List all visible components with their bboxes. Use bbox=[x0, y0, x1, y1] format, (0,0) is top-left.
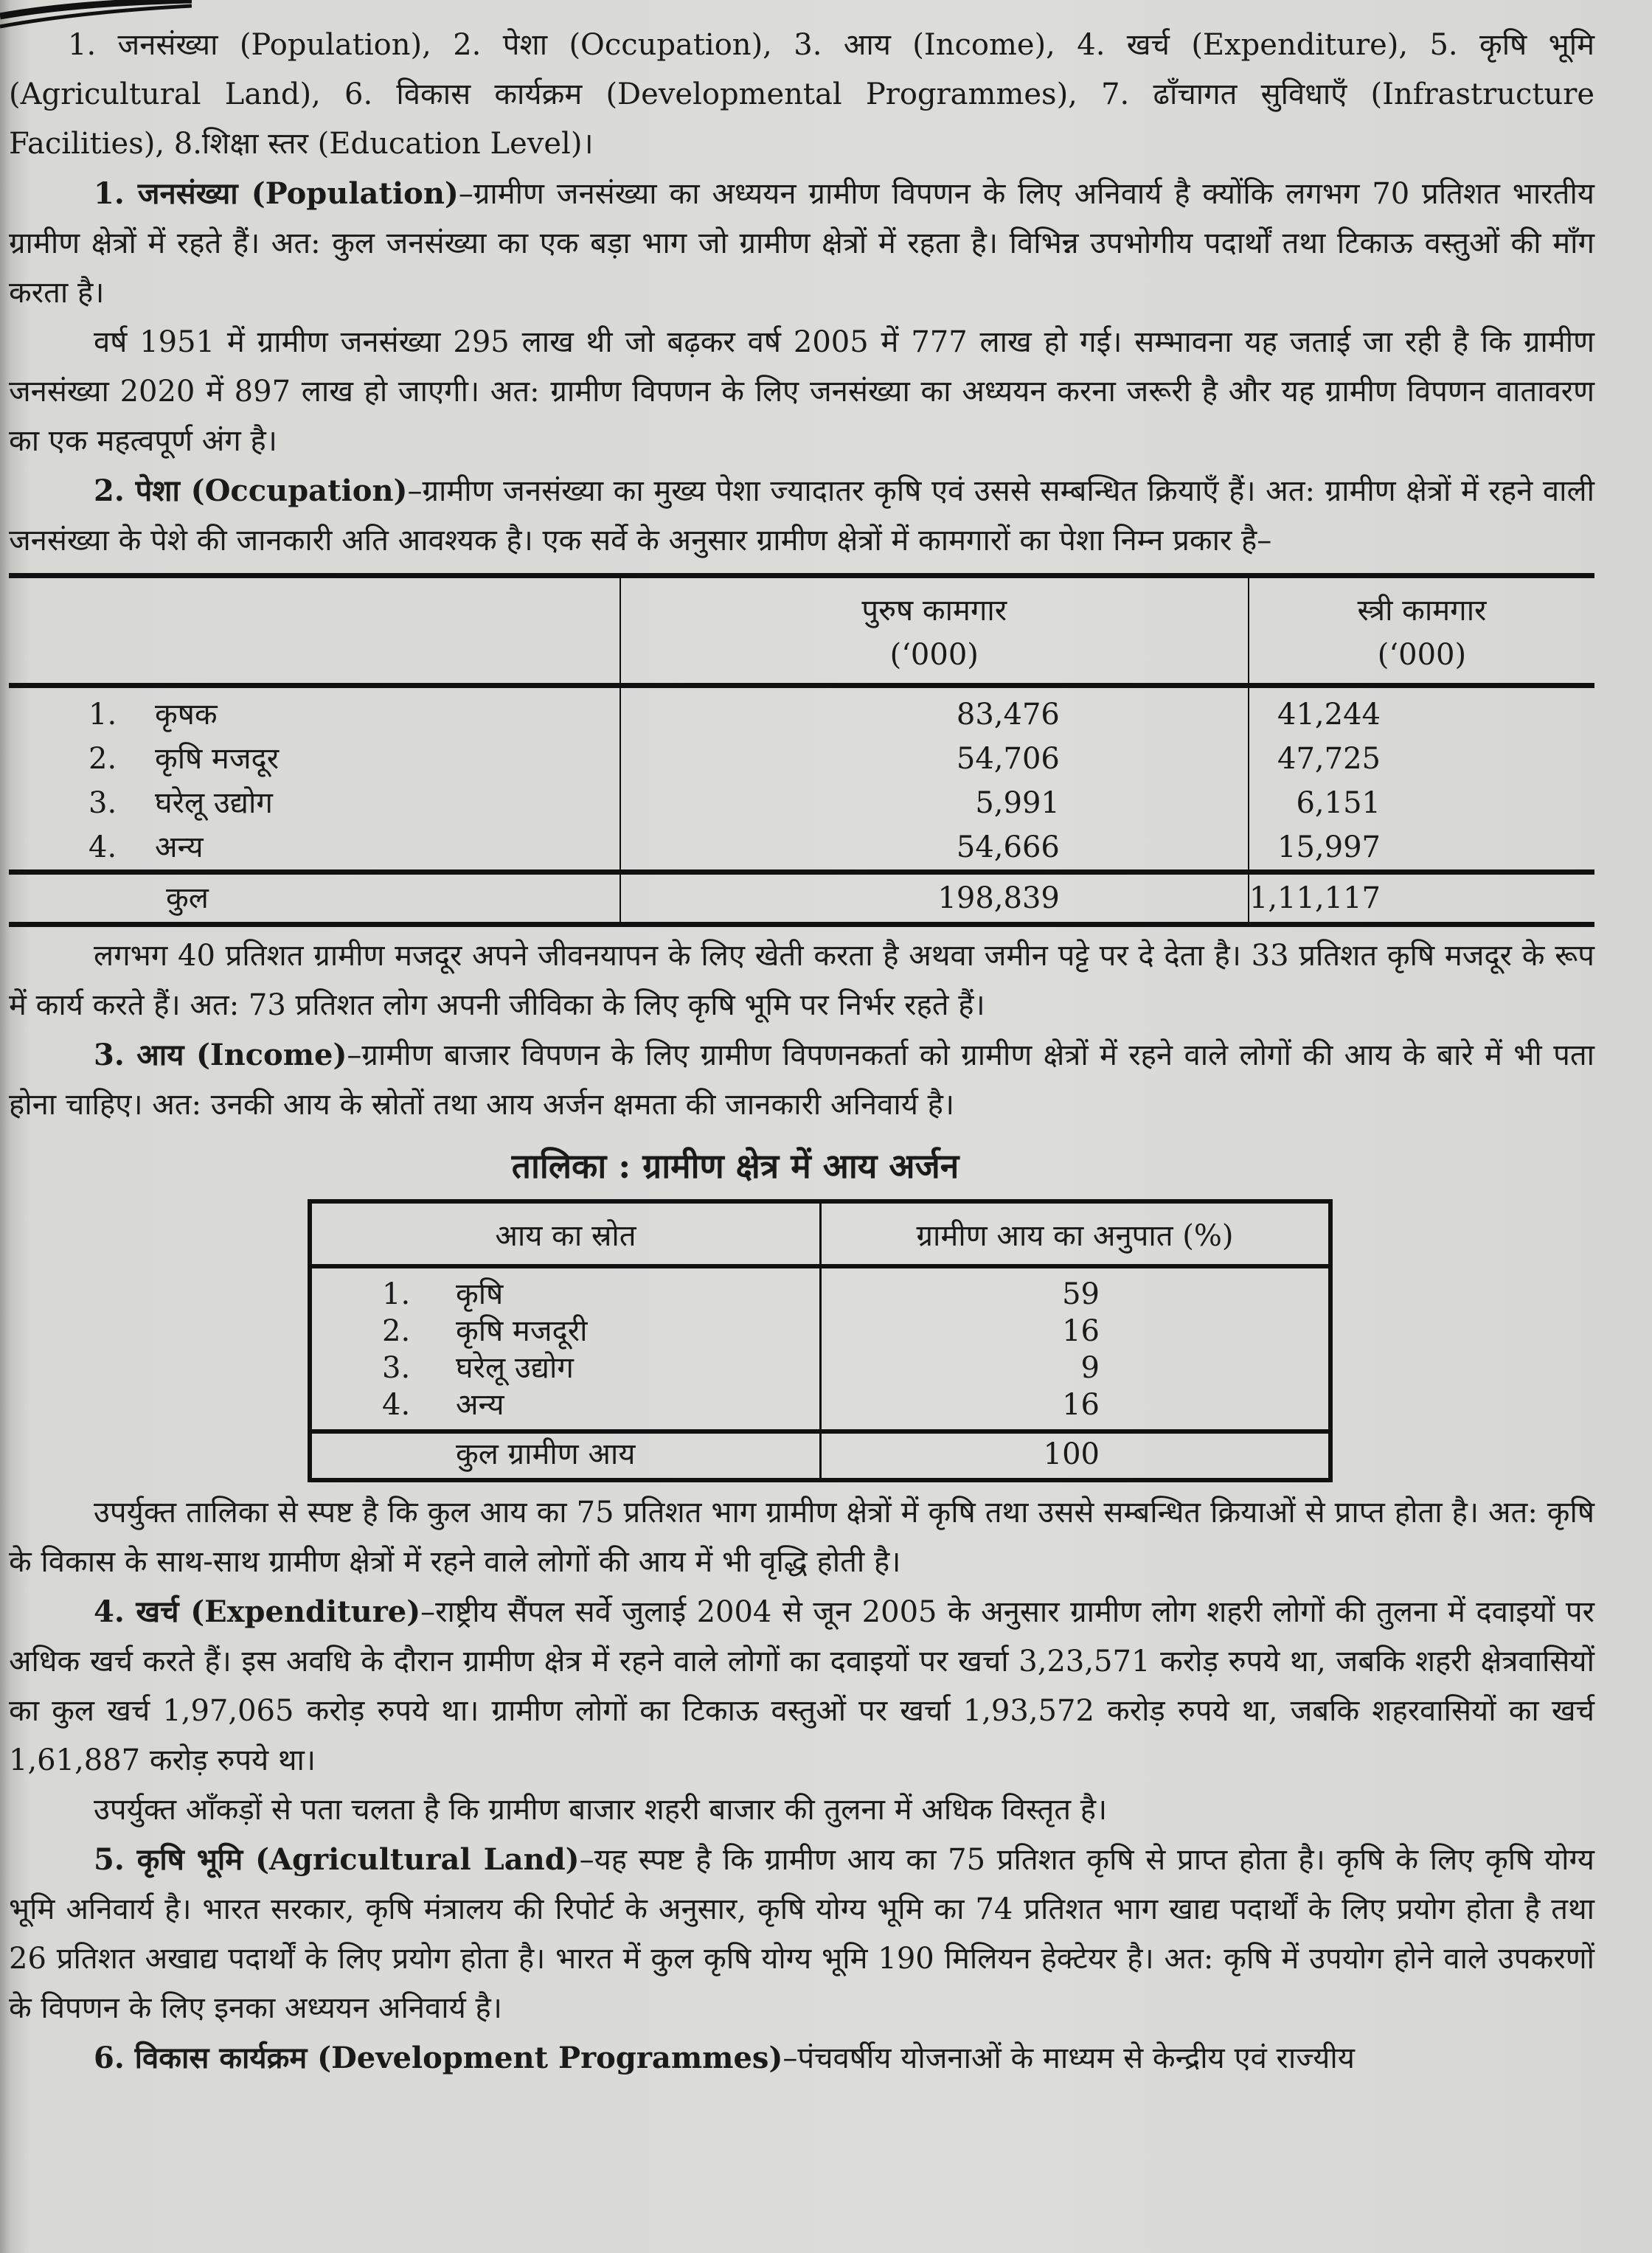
expenditure-heading: 4. खर्च (Expenditure) bbox=[94, 1594, 421, 1629]
male-value: 83,476 bbox=[620, 686, 1249, 737]
row-index: 2. bbox=[382, 1314, 411, 1348]
expenditure-text: –राष्ट्रीय सैंपल सर्वे जुलाई 2004 से जून 2005 के अनुसार ग्रामीण लोग शहरी लोगों की तुलना में दवाइयों पर अधिक खर्च करते हैं। इस अवधि के दौरान ग्रामीण क्षेत्र में रहने वाले लोगों का दवाइयों पर खर्चा 3,23,571 करोड़ रुपये था, जबकि शहरी क्षेत्रवासियों का कुल खर्च 1,97,065 करोड़ रुपये था। ग्रामीण लोगों का टिकाऊ वस्तुओं पर खर्चा 1,93,572 करोड़ रुपये था, जबकि शहरवासियों का खर्च 1,61,887 करोड़ रुपये था। bbox=[9, 1595, 1594, 1777]
header-blank bbox=[9, 576, 620, 686]
row-value: 59 bbox=[821, 1266, 1331, 1313]
row-label: अन्य bbox=[155, 830, 204, 864]
row-value: 16 bbox=[821, 1313, 1331, 1350]
row-label: कृषक bbox=[155, 698, 218, 732]
row-index: 1. bbox=[88, 698, 117, 732]
row-label: घरेलू उद्योग bbox=[456, 1351, 574, 1385]
expenditure-after-paragraph: उपर्युक्त आँकड़ों से पता चलता है कि ग्रामीण बाजार शहरी बाजार की तुलना में अधिक विस्तृत है। bbox=[94, 1793, 1108, 1827]
row-index: 1. bbox=[382, 1277, 411, 1311]
table-row bbox=[310, 1386, 1330, 1431]
row-label: घरेलू उद्योग bbox=[155, 786, 273, 820]
row-index: 4. bbox=[88, 830, 117, 864]
header-female-workers bbox=[1249, 576, 1594, 686]
female-value: 15,997 bbox=[1249, 825, 1594, 872]
occupation-after-paragraph: लगभग 40 प्रतिशत ग्रामीण मजदूर अपने जीवनयापन के लिए खेती करता है अथवा जमीन पट्टे पर दे देता है। 33 प्रतिशत कृषि मजदूर के रूप में कार्य करते हैं। अत: 73 प्रतिशत लोग अपनी जीविका के लिए कृषि भूमि पर निर्भर रहते हैं। bbox=[9, 939, 1594, 1022]
row-index: 3. bbox=[88, 786, 117, 820]
row-label: कृषि मजदूर bbox=[155, 742, 280, 776]
population-paragraph bbox=[9, 169, 1594, 318]
table-row bbox=[310, 1350, 1330, 1386]
population-heading: 1. जनसंख्या (Population) bbox=[94, 176, 459, 211]
header-male-unit: (‘000) bbox=[889, 638, 979, 672]
row-label: कृषि bbox=[456, 1277, 504, 1311]
occupation-paragraph bbox=[9, 466, 1594, 566]
table-row bbox=[310, 1266, 1330, 1313]
agri-land-paragraph bbox=[9, 1835, 1594, 2033]
header-male-label: पुरुष कामगार bbox=[861, 594, 1007, 628]
table-total-row bbox=[9, 872, 1594, 925]
table-row bbox=[9, 686, 1594, 737]
dev-programmes-text: –पंचवर्षीय योजनाओं के माध्यम से केन्द्रीय एवं राज्यीय bbox=[782, 2041, 1355, 2075]
header-female-unit: (‘000) bbox=[1377, 638, 1467, 672]
table-total-row bbox=[310, 1431, 1330, 1480]
expenditure-paragraph bbox=[9, 1587, 1594, 1785]
row-value: 16 bbox=[821, 1386, 1331, 1431]
population-paragraph-2: वर्ष 1951 में ग्रामीण जनसंख्या 295 लाख थी जो बढ़कर वर्ष 2005 में 777 लाख हो गई। सम्भावना यह जताई जा रही है कि ग्रामीण जनसंख्या 2020 में 897 लाख हो जाएगी। अत: ग्रामीण विपणन के लिए जनसंख्या का अध्ययन करना जरूरी है और यह ग्रामीण विपणन वातावरण का एक महत्वपूर्ण अंग है। bbox=[9, 325, 1594, 458]
income-heading: 3. आय (Income) bbox=[94, 1038, 347, 1072]
income-table bbox=[308, 1199, 1333, 1482]
income-paragraph bbox=[9, 1030, 1594, 1130]
header-female-label: स्त्री कामगार bbox=[1357, 594, 1487, 628]
intro-paragraph: 1. जनसंख्या (Population), 2. पेशा (Occupation), 3. आय (Income), 4. खर्च (Expenditure), 5. कृषि भूमि (Agricultural Land), 6. विकास कार्यक्रम (Developmental Programmes), 7. ढाँचागत सुविधाएँ (Infrastructure Facilities), 8.शिक्षा स्तर (Education Level)। bbox=[9, 28, 1594, 161]
occupation-table bbox=[9, 573, 1594, 927]
female-value: 6,151 bbox=[1249, 781, 1594, 825]
dev-programmes-paragraph bbox=[9, 2033, 1594, 2083]
male-value: 54,666 bbox=[620, 825, 1249, 872]
total-label: कुल bbox=[9, 872, 620, 925]
income-text: –ग्रामीण बाजार विपणन के लिए ग्रामीण विपणनकर्ता को ग्रामीण क्षेत्रों में रहने वाले लोगों की आय के बारे में भी पता होना चाहिए। अत: उनकी आय के स्रोतों तथा आय अर्जन क्षमता की जानकारी अनिवार्य है। bbox=[9, 1038, 1594, 1122]
agri-land-text: –यह स्पष्ट है कि ग्रामीण आय का 75 प्रतिशत कृषि से प्राप्त होता है। कृषि के लिए कृषि योग्य भूमि अनिवार्य है। भारत सरकार, कृषि मंत्रालय की रिपोर्ट के अनुसार, कृषि योग्य भूमि का 74 प्रतिशत भाग खाद्य पदार्थों के लिए प्रयोग होता है तथा 26 प्रतिशत अखाद्य पदार्थों के लिए प्रयोग होता है। भारत में कुल कृषि योग्य भूमि 190 मिलियन हेक्टेयर है। अत: कृषि में उपयोग होने वाले उपकरणों के विपणन के लिए इनका अध्ययन अनिवार्य है। bbox=[9, 1843, 1594, 2025]
row-index: 2. bbox=[88, 742, 117, 776]
table-row bbox=[9, 825, 1594, 872]
table-row bbox=[9, 781, 1594, 825]
agri-land-heading: 5. कृषि भूमि (Agricultural Land) bbox=[94, 1842, 580, 1877]
occupation-table-header bbox=[9, 576, 1594, 686]
header-male-workers bbox=[620, 576, 1249, 686]
row-index: 3. bbox=[382, 1351, 411, 1385]
row-label: कृषि मजदूरी bbox=[456, 1314, 588, 1348]
income-table-header bbox=[310, 1201, 1330, 1266]
table-row bbox=[310, 1313, 1330, 1350]
row-index: 4. bbox=[382, 1388, 411, 1422]
total-female-value: 1,11,117 bbox=[1249, 872, 1594, 925]
occupation-heading: 2. पेशा (Occupation) bbox=[94, 473, 408, 508]
income-table-title: तालिका : ग्रामीण क्षेत्र में आय अर्जन bbox=[511, 1146, 959, 1186]
female-value: 41,244 bbox=[1249, 686, 1594, 737]
total-label: कुल ग्रामीण आय bbox=[310, 1431, 821, 1480]
occupation-text: –ग्रामीण जनसंख्या का मुख्य पेशा ज्यादातर कृषि एवं उससे सम्बन्धित क्रियाएँ हैं। अत: ग्रामीण क्षेत्रों में रहने वाली जनसंख्या के पेशे की जानकारी अति आवश्यक है। एक सर्वे के अनुसार ग्रामीण क्षेत्रों में कामगारों का पेशा निम्न प्रकार है– bbox=[9, 474, 1594, 558]
income-after-paragraph: उपर्युक्त तालिका से स्पष्ट है कि कुल आय का 75 प्रतिशत भाग ग्रामीण क्षेत्रों में कृषि तथा उससे सम्बन्धित क्रियाओं से प्राप्त होता है। अत: कृषि के विकास के साथ-साथ ग्रामीण क्षेत्रों में रहने वाले लोगों की आय में भी वृद्धि होती है। bbox=[9, 1496, 1594, 1579]
table-row bbox=[9, 737, 1594, 781]
row-value: 9 bbox=[821, 1350, 1331, 1386]
total-male-value: 198,839 bbox=[620, 872, 1249, 925]
female-value: 47,725 bbox=[1249, 737, 1594, 781]
header-income-source: आय का स्रोत bbox=[310, 1201, 821, 1266]
page-content bbox=[9, 21, 1594, 2083]
population-text: –ग्रामीण जनसंख्या का अध्ययन ग्रामीण विपणन के लिए अनिवार्य है क्योंकि लगभग 70 प्रतिशत भारतीय ग्रामीण क्षेत्रों में रहते हैं। अत: कुल जनसंख्या का एक बड़ा भाग जो ग्रामीण क्षेत्रों में रहता है। विभिन्न उपभोगीय पदार्थों तथा टिकाऊ वस्तुओं की माँग करता है। bbox=[9, 177, 1594, 310]
header-income-share: ग्रामीण आय का अनुपात (%) bbox=[821, 1201, 1331, 1266]
total-value: 100 bbox=[821, 1431, 1331, 1480]
dev-programmes-heading: 6. विकास कार्यक्रम (Development Programmes) bbox=[94, 2041, 783, 2075]
male-value: 54,706 bbox=[620, 737, 1249, 781]
row-label: अन्य bbox=[456, 1388, 504, 1422]
male-value: 5,991 bbox=[620, 781, 1249, 825]
